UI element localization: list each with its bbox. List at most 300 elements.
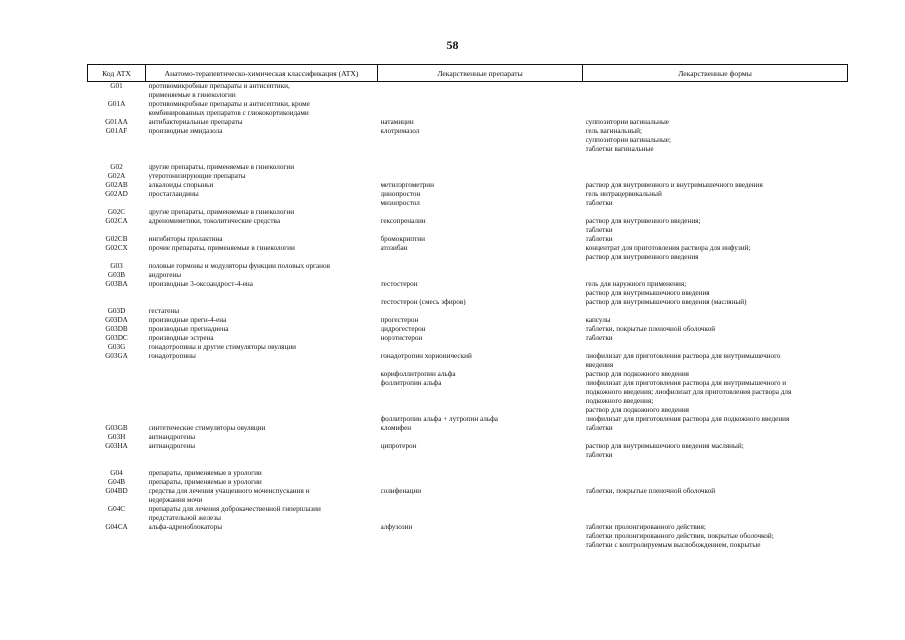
atc-code-cell [88,307,146,316]
atc-classification-line: недержания мочи [148,496,203,504]
table-row [88,460,848,469]
dosage-form-cell [583,127,848,154]
dosage-form-cell [583,478,848,487]
drug-name-cell [378,469,583,478]
atc-code-cell [88,343,146,352]
atc-classification-line: гонадотропины [148,352,196,360]
atc-classification-cell [146,505,378,523]
drug-name-line: фоллитропин альфа + лутропин альфа [380,415,498,423]
atc-code-cell [88,478,146,487]
dosage-form-cell [583,217,848,235]
drug-name-cell [378,235,583,244]
empty-line [381,433,580,442]
atc-code-cell [88,127,146,154]
drug-name-cell [378,154,583,163]
atc-code: G04BD [105,487,128,495]
drug-name-cell [378,316,583,325]
dosage-form-line: таблетки [585,226,613,234]
atc-code: G03 [110,262,123,270]
table-row [88,469,848,478]
table-row [88,163,848,172]
table-row [88,208,848,217]
empty-line [149,199,375,208]
dosage-form-cell [583,154,848,163]
drug-name-cell [378,307,583,316]
atc-classification-cell [146,217,378,235]
dosage-form-line: таблетки [585,334,613,342]
dosage-form-line: раствор для внутримышечного введения [585,289,710,297]
table-row [88,244,848,262]
drug-name-cell [378,433,583,442]
column-header-forms: Лекарственные формы [583,65,848,82]
dosage-form-line: раствор для подкожного введения [585,406,689,414]
drug-name-cell [378,487,583,505]
atc-classification-cell [146,370,378,379]
atc-classification-line: препараты, применяемые в урологии [148,469,262,477]
atc-classification-line: противомикробные препараты и антисептики, кроме [148,100,310,108]
empty-line [381,343,580,352]
atc-classification-cell [146,379,378,415]
drug-name-cell [378,442,583,460]
atc-code-cell [88,172,146,181]
atc-classification-cell [146,199,378,208]
atc-code-cell [88,235,146,244]
dosage-form-line: лиофилизат для приготовления раствора для внутримышечного [585,352,781,360]
table-row [88,325,848,334]
atc-classification-line: алкалоиды спорыньи [148,181,214,189]
atc-classification-cell [146,82,378,101]
table-row [88,307,848,316]
drug-name-line: дидрогестерон [380,325,426,333]
atc-code-cell [88,280,146,298]
dosage-form-cell [583,244,848,262]
drug-name-line: атозибан [380,244,408,252]
atc-classification-cell [146,433,378,442]
drug-name-line: кломифен [380,424,412,432]
atc-code: G01A [107,100,126,108]
empty-line [586,154,845,163]
drug-name-cell [378,127,583,154]
atc-code [91,154,143,163]
atc-code [91,199,143,208]
atc-classification-line: ингибиторы пролактина [148,235,223,243]
empty-line [381,460,580,469]
drug-name-cell [378,190,583,199]
atc-code-cell [88,415,146,424]
atc-code-cell [88,352,146,370]
dosage-form-cell [583,370,848,379]
atc-code: G04C [107,505,126,513]
atc-classification-cell [146,280,378,298]
drug-name-cell [378,199,583,208]
atc-code: G03GB [105,424,128,432]
drug-name-cell [378,172,583,181]
table-row [88,127,848,154]
table-row [88,379,848,415]
table-row [88,280,848,298]
dosage-form-line: раствор для подкожного введения [585,370,689,378]
dosage-form-cell [583,82,848,101]
atc-code: G04 [110,469,123,477]
drug-name-line: клотримазол [380,127,420,135]
atc-code-cell [88,208,146,217]
drug-name-cell [378,523,583,550]
drug-name-cell [378,334,583,343]
dosage-form-line: гель вагинальный; [585,127,642,135]
dosage-form-line: таблетки [585,451,613,459]
empty-line [586,163,845,172]
table-header-row [88,65,848,82]
drug-name-cell [378,217,583,235]
atc-code: G03B [107,271,126,279]
dosage-form-cell [583,433,848,442]
drug-name-line: ципротерон [380,442,417,450]
atc-classification-line: другие препараты, применяемые в гинекологии [148,208,295,216]
dosage-form-cell [583,118,848,127]
drug-name-cell [378,118,583,127]
table-row [88,415,848,424]
atc-classification-line: утеротонизирующие препараты [148,172,246,180]
dosage-form-cell [583,271,848,280]
table-row [88,523,848,550]
dosage-form-line: раствор для внутривенного введения [585,253,699,261]
atc-classification-line: простагландины [148,190,199,198]
table-row [88,352,848,370]
dosage-form-line: таблетки вагинальные [585,145,654,153]
dosage-form-cell [583,262,848,271]
drug-name-cell [378,244,583,262]
empty-line [586,307,845,316]
empty-line [586,469,845,478]
table-row [88,442,848,460]
atc-classification-line: производные 3-оксоандрост-4-ена [148,280,253,288]
dosage-form-cell [583,190,848,199]
atc-code: G03GA [105,352,128,360]
dosage-form-line: концентрат для приготовления раствора для инфузий; [585,244,751,252]
drug-name-line: тестостерон [380,280,418,288]
dosage-form-line: раствор для внутримышечного введения масляный; [585,442,744,450]
dosage-form-cell [583,442,848,460]
atc-classification-cell [146,325,378,334]
atc-classification-line: другие препараты, применяемые в гинекологии [148,163,295,171]
drug-name-line: алфузозин [380,523,413,531]
atc-classification-line: альфа-адреноблокаторы [148,523,223,531]
dosage-form-line: лиофилизат для приготовления раствора для подкожного введения [585,415,790,423]
column-header-code: Код ATX [88,65,146,82]
atc-code: G03HA [105,442,128,450]
atc-classification-line: производные прегн-4-ена [148,316,227,324]
atc-classification-cell [146,424,378,433]
atc-code: G04CA [105,523,128,531]
table-row [88,199,848,208]
empty-line [149,370,375,379]
atc-code [91,298,143,307]
atc-code-cell [88,442,146,460]
table-row [88,433,848,442]
atc-classification-line: производные имидазола [148,127,223,135]
drug-name-line: бромокриптин [380,235,425,243]
table-row [88,505,848,523]
table-row [88,487,848,505]
table-row [88,154,848,163]
atc-code: G02A [107,172,126,180]
empty-line [149,298,375,307]
dosage-form-line: гель интрацервикальный [585,190,662,198]
empty-line [586,262,845,271]
dosage-form-line: таблетки пролонгированного действия, покрытые оболочкой; [585,532,774,540]
drug-name-cell [378,298,583,307]
dosage-form-line: таблетки [585,424,613,432]
table-row [88,217,848,235]
table-row [88,82,848,101]
atc-classification-cell [146,181,378,190]
dosage-form-line: таблетки [585,199,613,207]
table-row [88,190,848,199]
dosage-form-line: таблетки с контролируемым высвобождением, покрытые [585,541,761,549]
empty-line [381,100,580,109]
dosage-form-line: таблетки пролонгированного действия; [585,523,706,531]
dosage-form-line: лиофилизат для приготовления раствора для внутримышечного и [585,379,787,387]
atc-classification-line: половые гормоны и модуляторы функции половых органов [148,262,331,270]
table-row [88,478,848,487]
atc-code-cell [88,244,146,262]
empty-line [149,415,375,424]
atc-code-cell [88,118,146,127]
dosage-form-line: подкожного введения; лиофилизат для приготовления раствора для [585,388,792,396]
atc-code: G03DB [105,325,128,333]
dosage-form-cell [583,352,848,370]
empty-line [586,478,845,487]
drug-name-line: прогестерон [380,316,419,324]
atc-classification-cell [146,469,378,478]
atc-code: G02AD [105,190,128,198]
atc-code-cell [88,190,146,199]
table-body [88,82,848,551]
atc-code: G04B [107,478,126,486]
atc-classification-line: прочие препараты, применяемые в гинекологии [148,244,295,252]
atc-code-cell [88,325,146,334]
atc-classification-line: производные эстрена [148,334,214,342]
atc-classification-cell [146,100,378,118]
atc-classification-cell [146,190,378,199]
atc-code-cell [88,316,146,325]
atc-classification-line: антиандрогены [148,442,196,450]
drug-name-cell [378,379,583,415]
atc-code-cell [88,100,146,118]
dosage-form-cell [583,163,848,172]
empty-line [381,271,580,280]
empty-line [586,100,845,109]
empty-line [381,307,580,316]
dosage-form-cell [583,469,848,478]
atc-classification-cell [146,208,378,217]
drug-name-line: фоллитропин альфа [380,379,442,387]
atc-classification-line: противомикробные препараты и антисептики, [148,82,290,90]
atc-classification-line: предстательной железы [148,514,221,522]
atc-classification-line: гестагены [148,307,180,315]
atc-code-cell [88,163,146,172]
atc-classification-cell [146,352,378,370]
atc-code-cell [88,82,146,101]
atc-code-cell [88,298,146,307]
empty-line [381,505,580,514]
dosage-form-line: введения [585,361,614,369]
atc-classification-line: применяемые в гинекологии [148,91,236,99]
atc-table [87,64,848,550]
table-row [88,172,848,181]
atc-code [91,379,143,388]
atc-classification-cell [146,442,378,460]
table-row [88,271,848,280]
atc-code: G02 [110,163,123,171]
drug-name-cell [378,208,583,217]
dosage-form-cell [583,505,848,523]
dosage-form-cell [583,307,848,316]
atc-classification-cell [146,271,378,280]
atc-classification-line: средства для лечения учащенного мочеиспускания и [148,487,310,495]
atc-classification-cell [146,523,378,550]
empty-line [586,82,845,91]
drug-name-line: корифоллитропин альфа [380,370,456,378]
atc-classification-line: комбинированных препаратов с глюкокортикоидами [148,109,309,117]
drug-name-cell [378,352,583,370]
atc-classification-line: адреномиметики, токолитические средства [148,217,281,225]
drug-name-cell [378,325,583,334]
dosage-form-line: подкожного введения; [585,397,654,405]
empty-line [586,433,845,442]
drug-name-cell [378,163,583,172]
atc-classification-cell [146,460,378,469]
table-row [88,334,848,343]
atc-code: G03DC [105,334,128,342]
dosage-form-line: таблетки [585,235,613,243]
drug-name-cell [378,415,583,424]
atc-code [91,415,143,424]
atc-classification-line: препараты для лечения доброкачественной гиперплазии [148,505,321,513]
drug-name-cell [378,343,583,352]
atc-classification-cell [146,298,378,307]
empty-line [381,478,580,487]
atc-code: G01AF [105,127,128,135]
table-row [88,298,848,307]
drug-name-cell [378,82,583,101]
atc-code-cell [88,487,146,505]
atc-code-cell [88,523,146,550]
empty-line [381,163,580,172]
atc-code-cell [88,370,146,379]
dosage-form-cell [583,100,848,118]
atc-classification-line: производные прегнадиена [148,325,229,333]
column-header-drugs: Лекарственные препараты [378,65,583,82]
atc-code: G01 [110,82,123,90]
table-row [88,316,848,325]
dosage-form-cell [583,424,848,433]
atc-code-cell [88,154,146,163]
drug-name-line: гонадотропин хорионический [380,352,472,360]
empty-line [149,379,375,388]
atc-code [91,370,143,379]
atc-code: G02CB [105,235,128,243]
atc-classification-line: синтетические стимуляторы овуляции [148,424,266,432]
atc-code: G03DA [105,316,128,324]
atc-classification-line: гонадотропины и другие стимуляторы овуляции [148,343,297,351]
atc-classification-line: антибактериальные препараты [148,118,243,126]
dosage-form-cell [583,415,848,424]
dosage-form-cell [583,334,848,343]
drug-name-line: мизопростол [380,199,420,207]
atc-classification-cell [146,118,378,127]
atc-classification-cell [146,235,378,244]
empty-line [586,271,845,280]
drug-name-line: динопростон [380,190,421,198]
empty-line [381,82,580,91]
empty-line [586,460,845,469]
empty-line [149,460,375,469]
atc-classification-line: андрогены [148,271,182,279]
dosage-form-line: гель для наружного применения; [585,280,687,288]
dosage-form-line: раствор для внутривенного и внутримышечного введения [585,181,763,189]
atc-code-cell [88,217,146,235]
atc-code-cell [88,460,146,469]
atc-classification-cell [146,172,378,181]
dosage-form-cell [583,280,848,298]
drug-name-line: солифенацин [380,487,422,495]
empty-line [381,154,580,163]
atc-classification-line: антиандрогены [148,433,196,441]
atc-code: G03BA [105,280,128,288]
dosage-form-cell [583,379,848,415]
table-row [88,100,848,118]
atc-code-cell [88,505,146,523]
table-row [88,262,848,271]
drug-name-line: гексопреналин [380,217,426,225]
table-row [88,424,848,433]
dosage-form-line: раствор для внутримышечного введения (масляный) [585,298,747,306]
empty-line [586,208,845,217]
drug-name-cell [378,262,583,271]
atc-code-cell [88,424,146,433]
atc-code: G03D [107,307,126,315]
dosage-form-cell [583,298,848,307]
atc-code [91,460,143,469]
atc-classification-cell [146,415,378,424]
dosage-form-cell [583,325,848,334]
column-header-classification: Анатомо-терапевтическо-химическая классификация (ATX) [146,65,378,82]
atc-code-cell [88,433,146,442]
atc-classification-cell [146,154,378,163]
atc-code-cell [88,271,146,280]
dosage-form-cell [583,199,848,208]
atc-code: G03G [107,343,126,351]
drug-name-cell [378,100,583,118]
dosage-form-line: капсулы [585,316,611,324]
atc-classification-cell [146,163,378,172]
empty-line [586,505,845,514]
dosage-form-cell [583,181,848,190]
dosage-form-cell [583,460,848,469]
atc-code-cell [88,469,146,478]
atc-classification-cell [146,334,378,343]
empty-line [381,208,580,217]
atc-code-cell [88,262,146,271]
atc-classification-cell [146,307,378,316]
drug-name-cell [378,271,583,280]
atc-code: G02CA [105,217,128,225]
drug-name-cell [378,181,583,190]
dosage-form-cell [583,172,848,181]
drug-name-cell [378,478,583,487]
drug-name-line: норэтистерон [380,334,423,342]
